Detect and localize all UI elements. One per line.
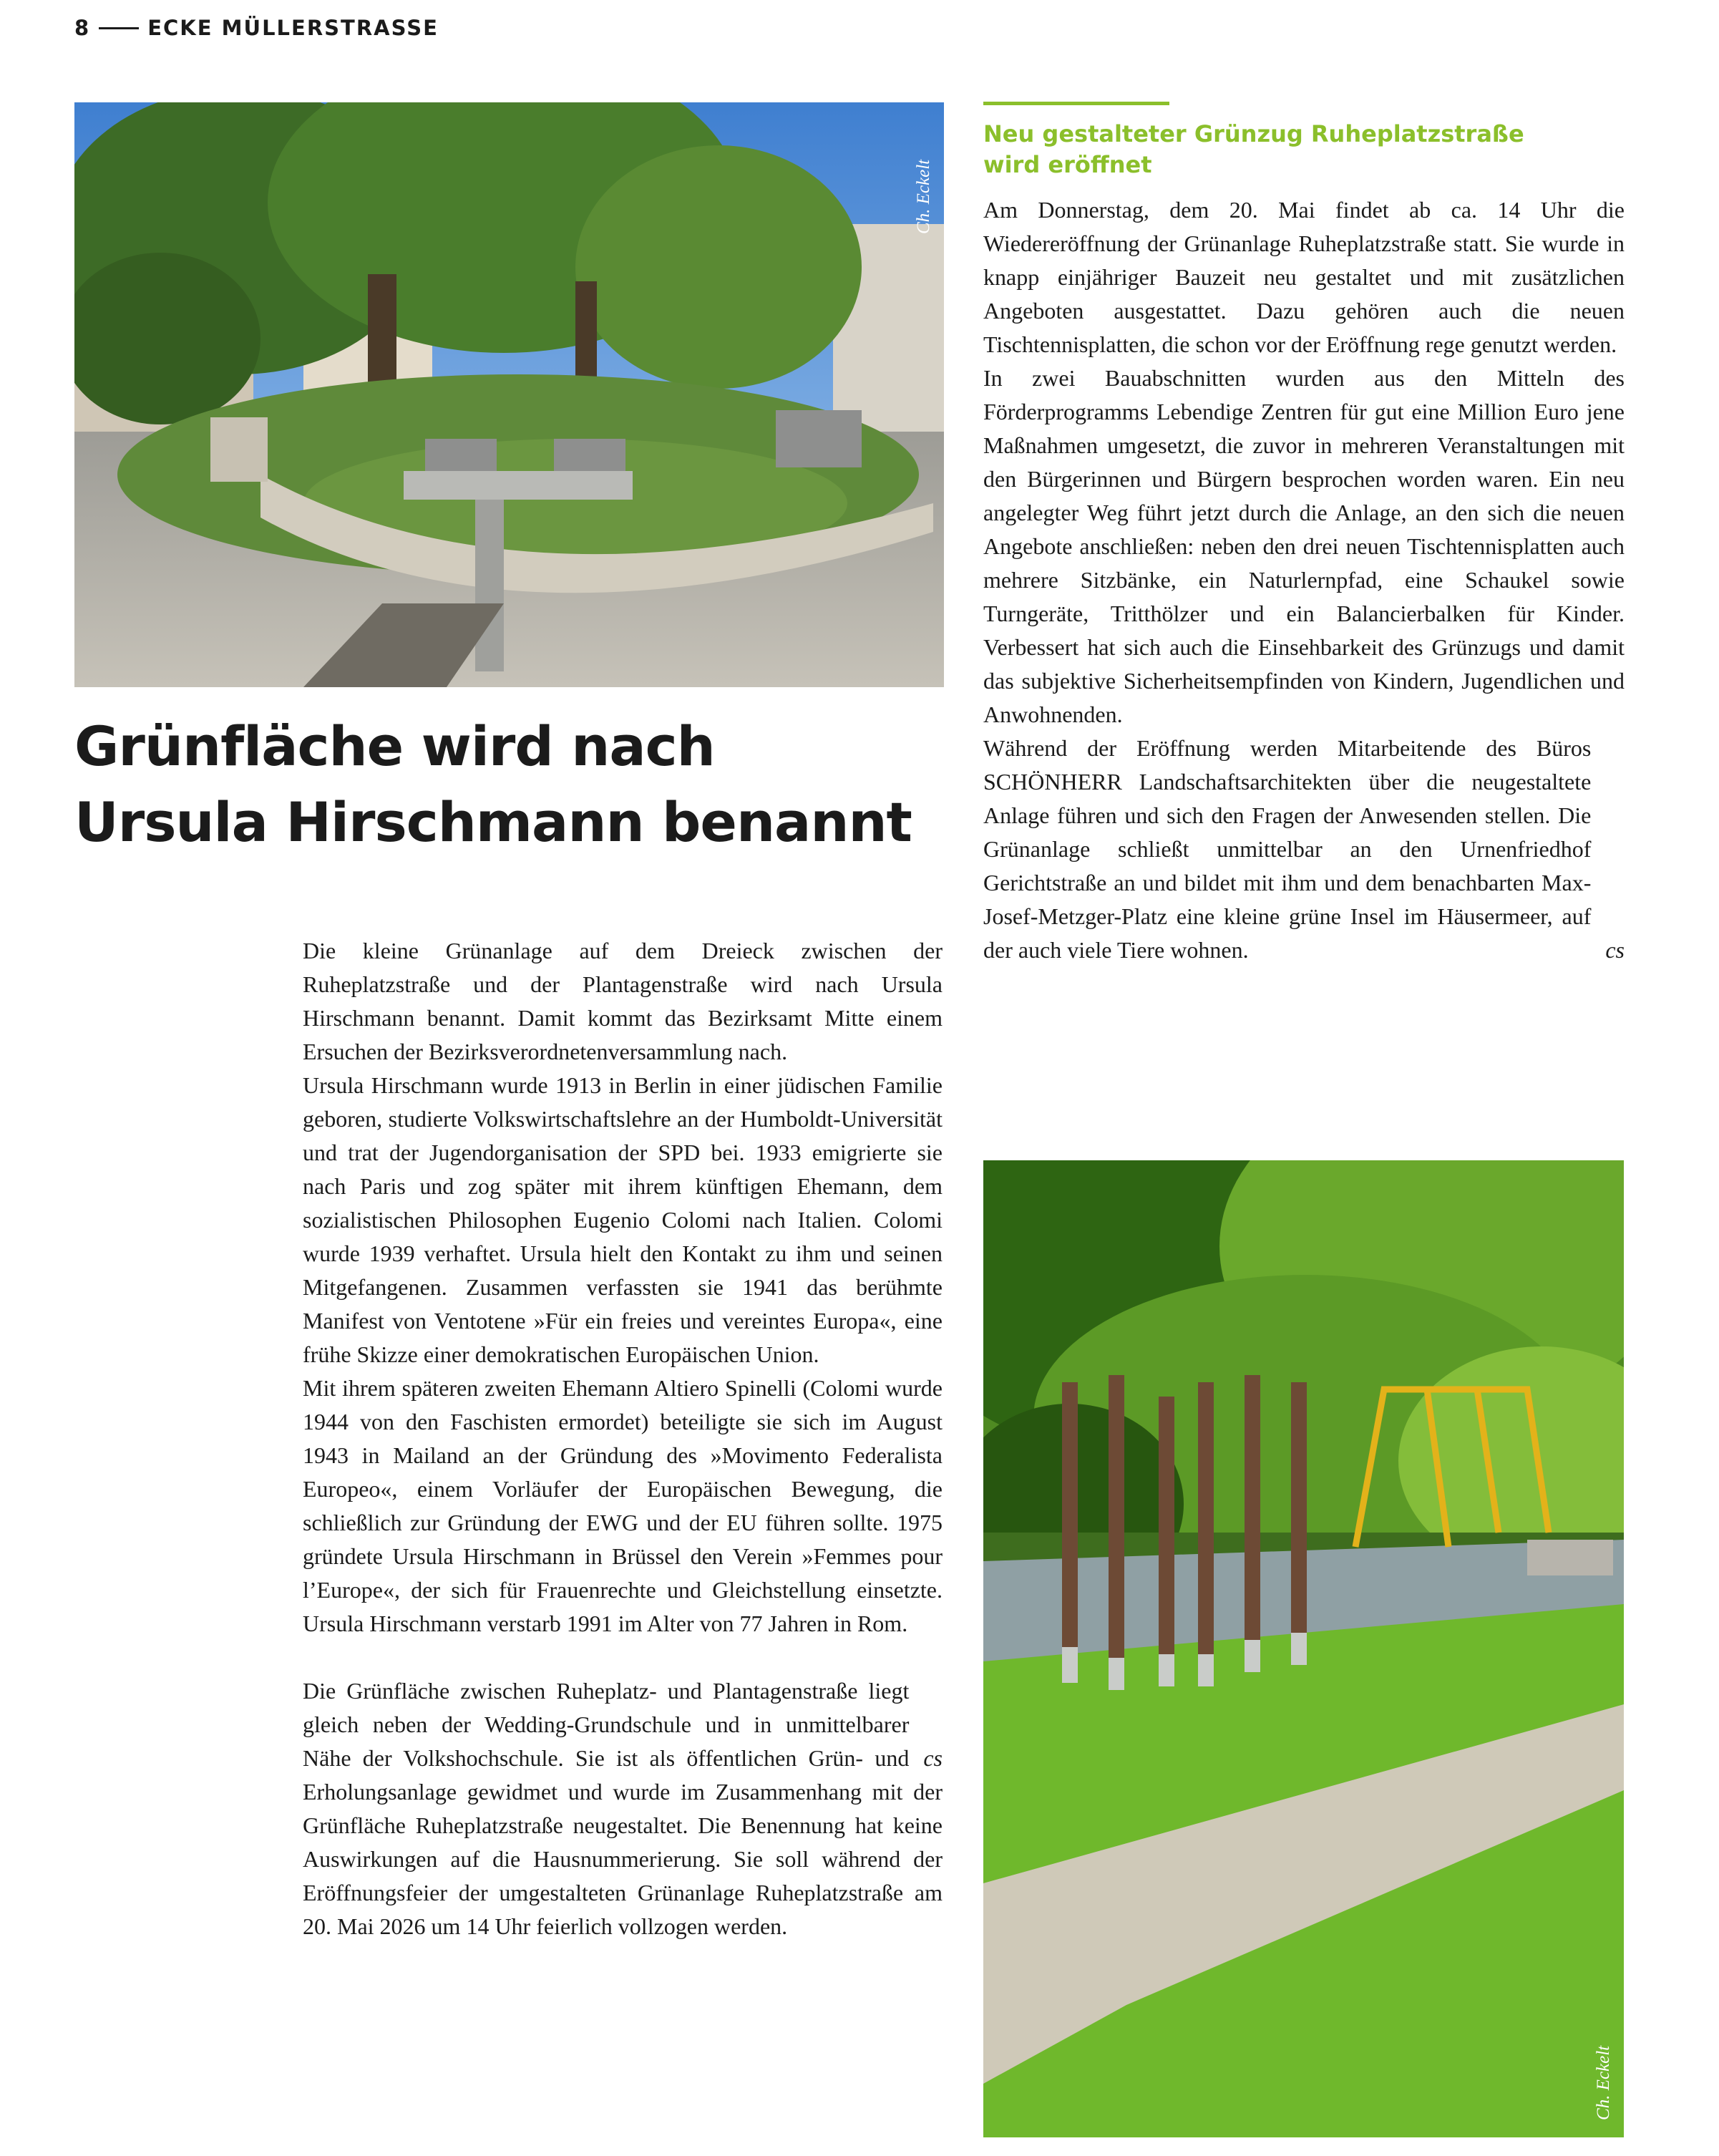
article-left-paragraph: Ursula Hirschmann wurde 1913 in Berlin in einer jüdischen Familie geboren, studierte Volkswirtschaftslehre an der Humboldt-Universität und trat der Jugendorganisation der SPD bei. 1933 emigrierte sie nach Paris und zog später mit ihrem künftigen Ehemann, dem sozialistischen Philosophen Eugenio Colomi nach Italien. Colomi wurde 1939 verhaftet. Ursula hielt den Kontakt zu ihm und seinen Mitgefangenen. Zusammen verfassten sie 1941 das berühmte Manifest von Ventotene »Für ein freies und vereintes Europa«, eine frühe Skizze einer demokratischen Europäischen Union. [303,1072,943,1367]
accent-rule [983,102,1169,105]
article-right-paragraph [983,732,1625,967]
article-left-paragraph: Die kleine Grünanlage auf dem Dreieck zwischen der Ruheplatzstraße und der Plantagenstraße wird nach Ursula Hirschmann benannt. Damit kommt das Bezirksamt Mitte einem Ersuchen der Bezirksverordnetenversammlung nach. [303,938,943,1064]
page-header [74,16,439,40]
headline-line-2: Ursula Hirschmann benannt [74,790,912,854]
photo-credit-top: Ch. Eckelt [914,159,933,234]
article-right-signature: cs [1605,937,1625,963]
photo-credit-bottom: Ch. Eckelt [1594,2045,1613,2120]
section-title: ECKE MÜLLERSTRASSE [147,16,439,40]
article-left-paragraph-text: Die Grünfläche zwischen Ruheplatz- und Plantagenstraße liegt gleich neben der Wedding-Grundschule und in unmittelbarer Nähe der Volkshochschule. Sie ist als öffentlichen Grün- und Erholungsanlage gewidmet und wurde im Zusammenhang mit der Grünfläche Ruheplatzstraße neugestaltet. Die Benennung hat keine Auswirkungen auf die Hausnummerierung. Sie soll während der Eröffnungsfeier der umgestalteten Grünanlage Ruheplatzstraße am 20. Mai 2026 um 14 Uhr feierlich vollzogen werden. [303,1678,943,1939]
article-left [303,934,943,1943]
article-right-paragraph: Am Donnerstag, dem 20. Mai findet ab ca. 14 Uhr die Wiedereröffnung der Grünanlage Ruheplatzstraße statt. Sie wurde in knapp einjähriger Bauzeit neu gestaltet und mit zusätzlichen Angeboten ausgestattet. Dazu gehören auch die neuen Tischtennisplatten, die schon vor der Eröffnung rege genutzt werden. [983,197,1625,357]
article-left-paragraph [303,1674,943,1943]
page-number: 8 [74,16,91,40]
photo-park [983,1160,1624,2137]
photo-plaza [74,102,944,687]
article-right [983,193,1625,967]
article-left-signature: cs [923,1745,943,1771]
subhead-line-1: Neu gestalteter Grünzug Ruheplatzstraße [983,120,1524,147]
photo-plaza-illustration [74,102,944,687]
subhead-line-2: wird eröffnet [983,151,1152,178]
photo-park-illustration [983,1160,1624,2137]
article-left-paragraph: Mit ihrem späteren zweiten Ehemann Altiero Spinelli (Colomi wurde 1944 von den Faschisten ermordet) beteiligte sie sich im August 1943 in Mailand an der Gründung des »Movimento Federalista Europeo«, einem Vorläufer der Europäischen Bewegung, die schließlich zur Gründung der EWG und der EU führen sollte. 1975 gründete Ursula Hirschmann in Brüssel den Verein »Femmes pour l’Europe«, der sich für Frauenrechte und Gleichstellung einsetzte. Ursula Hirschmann verstarb 1991 im Alter von 77 Jahren in Rom. [303,1375,943,1636]
headline-line-1: Grünfläche wird nach [74,714,715,778]
headline [74,709,962,860]
article-right-paragraph-text: Während der Eröffnung werden Mitarbeitende des Büros SCHÖNHERR Landschaftsarchitekten über die neugestaltete Anlage führen und sich den Fragen der Anwesenden stellen. Die Grünanlage schließt unmittelbar an den Urnenfriedhof Gerichtstraße an und bildet mit ihm und dem benachbarten Max-Josef-Metzger-Platz eine kleine grüne Insel im Häusermeer, auf der auch viele Tiere wohnen. [983,735,1592,963]
article-right-paragraph: In zwei Bauabschnitten wurden aus den Mitteln des Förderprogramms Lebendige Zentren für gut eine Million Euro jene Maßnahmen umgesetzt, die zuvor in mehreren Veranstaltungen mit den Bürgerinnen und Bürgern besprochen worden waren. Ein neu angelegter Weg führt jetzt durch die Anlage, an den sich die neuen Angebote anschließen: neben den drei neuen Tischtennisplatten auch mehrere Sitzbänke, ein Naturlernpfad, eine Schaukel sowie Turngeräte, Tritthölzer und ein Balancierbalken für Kinder. Verbessert hat sich auch die Einsehbarkeit des Grünzugs und damit das subjektive Sicherheitsempfinden von Kindern, Jugendlichen und Anwohnenden. [983,365,1625,727]
subhead [983,119,1627,180]
header-rule [99,27,139,29]
